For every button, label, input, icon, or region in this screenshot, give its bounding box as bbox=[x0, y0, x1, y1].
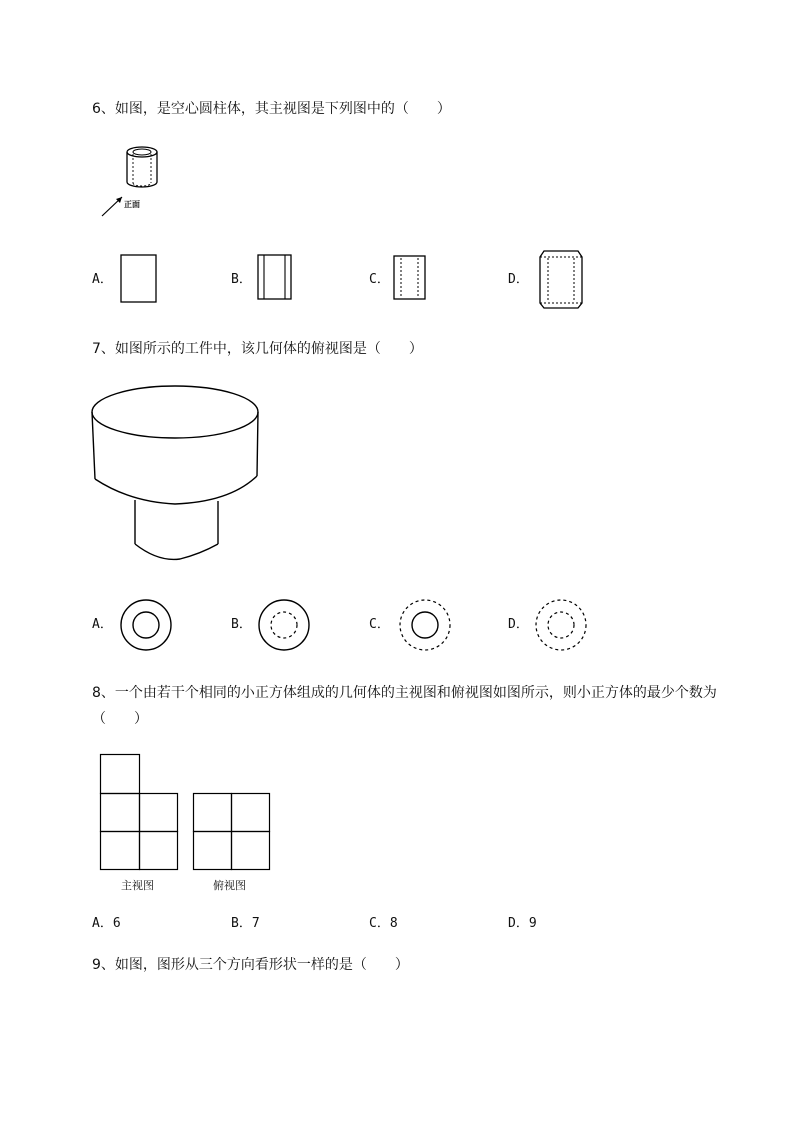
q8-option-b: B．7 bbox=[231, 916, 260, 931]
q6-option-d-figure bbox=[538, 249, 584, 311]
q6-option-d-label: D． bbox=[508, 272, 529, 287]
q8-option-c: C．8 bbox=[369, 916, 398, 931]
q6-option-c-figure bbox=[393, 255, 427, 301]
q7-option-b-figure bbox=[257, 598, 311, 652]
q6-option-a-figure bbox=[120, 254, 158, 304]
q8-option-a: A．6 bbox=[92, 916, 121, 931]
q7-option-c-label: C． bbox=[369, 617, 390, 632]
front-view-caption: 主视图 bbox=[121, 879, 154, 892]
q7-option-a-label: A． bbox=[92, 617, 113, 632]
q6-option-b-label: B． bbox=[231, 272, 252, 287]
q7-option-d-label: D． bbox=[508, 617, 529, 632]
question-9-text: 9、如图，图形从三个方向看形状一样的是（ ） bbox=[92, 957, 409, 973]
q6-option-b-figure bbox=[257, 254, 293, 302]
q7-option-a-figure bbox=[119, 598, 173, 652]
question-7-text: 7、如图所示的工件中，该几何体的俯视图是（ ） bbox=[92, 341, 423, 357]
front-view-grid bbox=[100, 754, 180, 872]
q7-option-c-figure bbox=[398, 598, 452, 652]
q8-option-d: D．9 bbox=[508, 916, 537, 931]
question-8-text: 8、一个由若干个相同的小正方体组成的几何体的主视图和俯视图如图所示，则小正方体的最少个数为（ ） bbox=[92, 685, 717, 727]
top-view-grid bbox=[193, 793, 273, 873]
front-direction-label: 正面 bbox=[124, 200, 140, 209]
top-view-caption: 俯视图 bbox=[213, 879, 246, 892]
q6-option-c-label: C． bbox=[369, 272, 390, 287]
q7-option-d-figure bbox=[534, 598, 588, 652]
q6-option-a-label: A． bbox=[92, 272, 113, 287]
q7-option-b-label: B． bbox=[231, 617, 252, 632]
workpiece-figure bbox=[90, 384, 265, 570]
question-6-text: 6、如图，是空心圆柱体，其主视图是下列图中的（ ） bbox=[92, 101, 451, 117]
